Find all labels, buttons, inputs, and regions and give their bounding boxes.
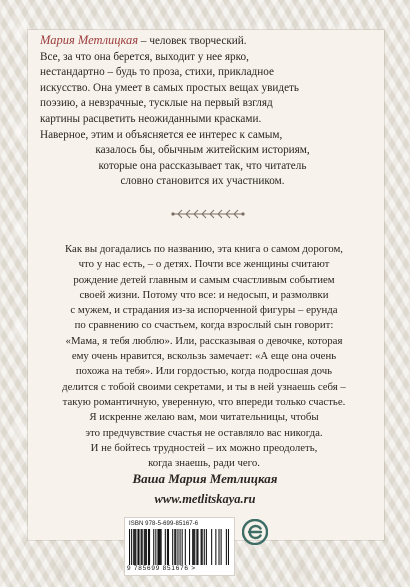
barcode-bar [185, 529, 186, 565]
barcode-bar [201, 529, 202, 565]
bio-line: словно становится их участником. [120, 175, 285, 188]
bio-line: картины расцветить неожиданными красками. [40, 112, 262, 125]
barcode-bar [157, 529, 158, 565]
isbn-barcode-block [124, 517, 235, 576]
annotation-text [36, 242, 372, 471]
body-line: похожа на тебя». Или гордостью, когда подросшая дочь [75, 365, 333, 378]
barcode-bar [131, 529, 132, 565]
bio-line: Наверное, этим и объясняется ее интерес к самым, [40, 128, 283, 141]
barcode-bar [135, 529, 136, 565]
barcode-bar [174, 529, 175, 565]
bio-line: которые она рассказывает так, что читатель [98, 159, 307, 172]
bio-line: казалось бы, обычным житейским историям, [95, 144, 310, 157]
barcode-bar [137, 529, 138, 565]
barcode-bar [160, 529, 161, 565]
barcode-bar [145, 529, 146, 565]
author-bio [40, 33, 365, 190]
barcode-bar [167, 529, 168, 565]
barcode-bar [172, 529, 173, 565]
barcode-bar [221, 529, 222, 565]
barcode-bar [192, 529, 193, 565]
barcode-bar [206, 529, 207, 565]
barcode-bar [226, 529, 227, 565]
barcode-bar [133, 529, 134, 565]
body-line: с мужем, и страдания из-за испорченной фигуры – ерунда [70, 304, 338, 317]
body-line: что у нас есть, – о детях. Почти все женщины считают [78, 258, 330, 271]
barcode-bar [148, 529, 149, 565]
author-name: Мария Метлицкая [40, 33, 139, 47]
bio-line: искусство. Она умеет в самых простых вещах увидеть [40, 81, 300, 94]
body-line: И не бойтесь трудностей – их можно преодолеть, [90, 441, 318, 454]
bio-line: Все, за что она берется, выходит у нее ярко, [40, 50, 249, 63]
barcode-bar [155, 529, 156, 565]
eksmo-logo-icon [242, 519, 268, 545]
barcode-bar [215, 529, 216, 565]
body-line: такую романтичную, уверенную, что впереди только счастье. [62, 395, 346, 408]
barcode-bar [193, 529, 194, 565]
barcode-bar [134, 529, 135, 565]
barcode-digits: 9 785699 851676 > [127, 565, 196, 572]
author-signature: Ваша Мария Метлицкая [132, 471, 278, 486]
barcode-bar [146, 529, 147, 565]
body-line: делится с тобой своими секретами, и ты в ней узнаешь себя – [62, 380, 346, 393]
bio-line: поэзию, а невзрачные, тусклые на первый взгляд [40, 97, 273, 110]
barcode-bar [129, 529, 130, 565]
bio-line: – человек творческий. [138, 35, 247, 47]
barcode-bar [202, 529, 203, 565]
barcode-bar [165, 529, 166, 565]
barcode-bar [177, 529, 178, 565]
barcode-bar [144, 529, 145, 565]
barcode [129, 529, 229, 565]
body-line: Я искренне желаю вам, мои читательницы, чтобы [89, 411, 319, 424]
barcode-bar [211, 529, 212, 565]
ornament-divider-icon [170, 206, 246, 222]
barcode-bar [158, 529, 159, 565]
barcode-bar [141, 529, 142, 565]
barcode-bar [182, 529, 183, 565]
body-line: «Мама, я тебя люблю». Или, рассказывая о девочке, которая [65, 334, 343, 347]
barcode-bar [153, 529, 154, 565]
bio-line: нестандартно – будь то проза, стихи, прикладное [40, 66, 274, 79]
barcode-bar [197, 529, 198, 565]
barcode-bar [168, 529, 169, 565]
body-line: когда знаешь, ради чего. [148, 457, 260, 470]
barcode-bar [142, 529, 143, 565]
body-line: по сравнению со счастьем, когда взрослый сын говорит: [74, 319, 334, 332]
body-line: это предчувствие счастья не оставляло вас никогда. [85, 426, 323, 439]
barcode-bar [194, 529, 195, 565]
barcode-bar [138, 529, 139, 565]
barcode-bar [204, 529, 205, 565]
isbn-label: ISBN 978-5-699-85167-6 [129, 521, 199, 527]
barcode-bar [149, 529, 150, 565]
barcode-bar [175, 529, 176, 565]
body-line: Как вы догадались по названию, эта книга о самом дорогом, [64, 243, 344, 255]
website-link[interactable]: www.metlitskaya.ru [154, 492, 256, 506]
barcode-bar [180, 529, 181, 565]
barcode-bar [196, 529, 197, 565]
barcode-bar [228, 529, 229, 565]
barcode-bar [189, 529, 190, 565]
body-line: своей жизни. Потому что все: и недосып, и размолвки [79, 288, 329, 301]
barcode-bar [218, 529, 219, 565]
body-line: рождение детей главным и самым счастливым событием [73, 273, 335, 286]
body-line: ему очень нравится, вскользь замечает: «А еще она очень [71, 350, 337, 363]
barcode-bar [161, 529, 162, 565]
bio-first-line [40, 33, 365, 50]
